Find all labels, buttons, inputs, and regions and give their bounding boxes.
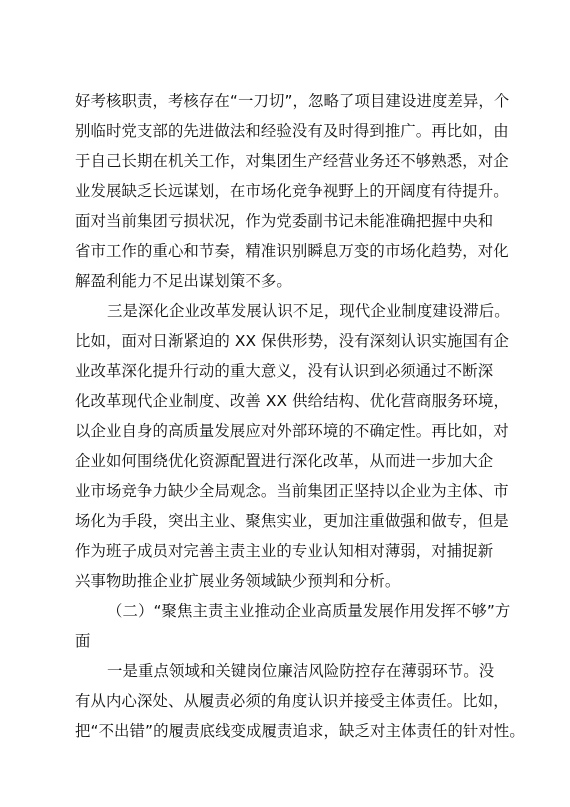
text-line: 把“不出错”的履责底线变成履责追求，缺乏对主体责任的针对性。 bbox=[75, 722, 525, 740]
section-heading-line: 面 bbox=[75, 632, 91, 650]
text-line: 作为班子成员对完善主责主业的专业认知相对薄弱，对捕捉新 bbox=[75, 542, 494, 560]
paragraph-heading-line: 三是深化企业改革发展认识不足，现代企业制度建设滞后。 bbox=[107, 302, 510, 320]
paragraph-heading-line: 一是重点领域和关键岗位廉洁风险防控存在薄弱环节。没 bbox=[107, 662, 495, 680]
section-heading-line: （二）“聚焦主责主业推动企业高质量发展作用发挥不够”方 bbox=[107, 602, 511, 620]
text-line: 业改革深化提升行动的重大意义，没有认识到必须通过不断深 bbox=[75, 362, 494, 380]
text-line: 省市工作的重心和节奏，精准识别瞬息万变的市场化趋势，对化 bbox=[75, 242, 509, 260]
text-line: 兴事物助推企业扩展业务领域缺少预判和分析。 bbox=[75, 572, 401, 590]
text-line: 业发展缺乏长远谋划，在市场化竞争视野上的开阔度有待提升。 bbox=[75, 182, 509, 200]
text-line: 好考核职责，考核存在“一刀切”，忽略了项目建设进度差异，个 bbox=[75, 92, 510, 110]
text-line: 化改革现代企业制度、改善 XX 供给结构、优化营商服务环境， bbox=[75, 392, 510, 410]
text-line: 业市场竞争力缺少全局观念。当前集团正坚持以企业为主体、市 bbox=[75, 482, 509, 500]
text-line: 有从内心深处、从履责必须的角度认识并接受主体责任。比如， bbox=[75, 692, 509, 710]
text-line: 企业如何围绕优化资源配置进行深化改革，从而进一步加大企 bbox=[75, 452, 494, 470]
text-line: 于自己长期在机关工作，对集团生产经营业务还不够熟悉，对企 bbox=[75, 152, 509, 170]
text-line: 别临时党支部的先进做法和经验没有及时得到推广。再比如，由 bbox=[75, 122, 509, 140]
text-line: 场化为手段，突出主业、聚焦实业，更加注重做强和做专，但是 bbox=[75, 512, 509, 530]
text-line: 比如，面对日渐紧迫的 XX 保供形势，没有深刻认识实施国有企 bbox=[75, 332, 510, 350]
text-line: 以企业自身的高质量发展应对外部环境的不确定性。再比如，对 bbox=[75, 422, 509, 440]
text-line: 解盈利能力不足出谋划策不多。 bbox=[75, 272, 292, 290]
text-line: 面对当前集团亏损状况，作为党委副书记未能准确把握中央和 bbox=[75, 212, 494, 230]
